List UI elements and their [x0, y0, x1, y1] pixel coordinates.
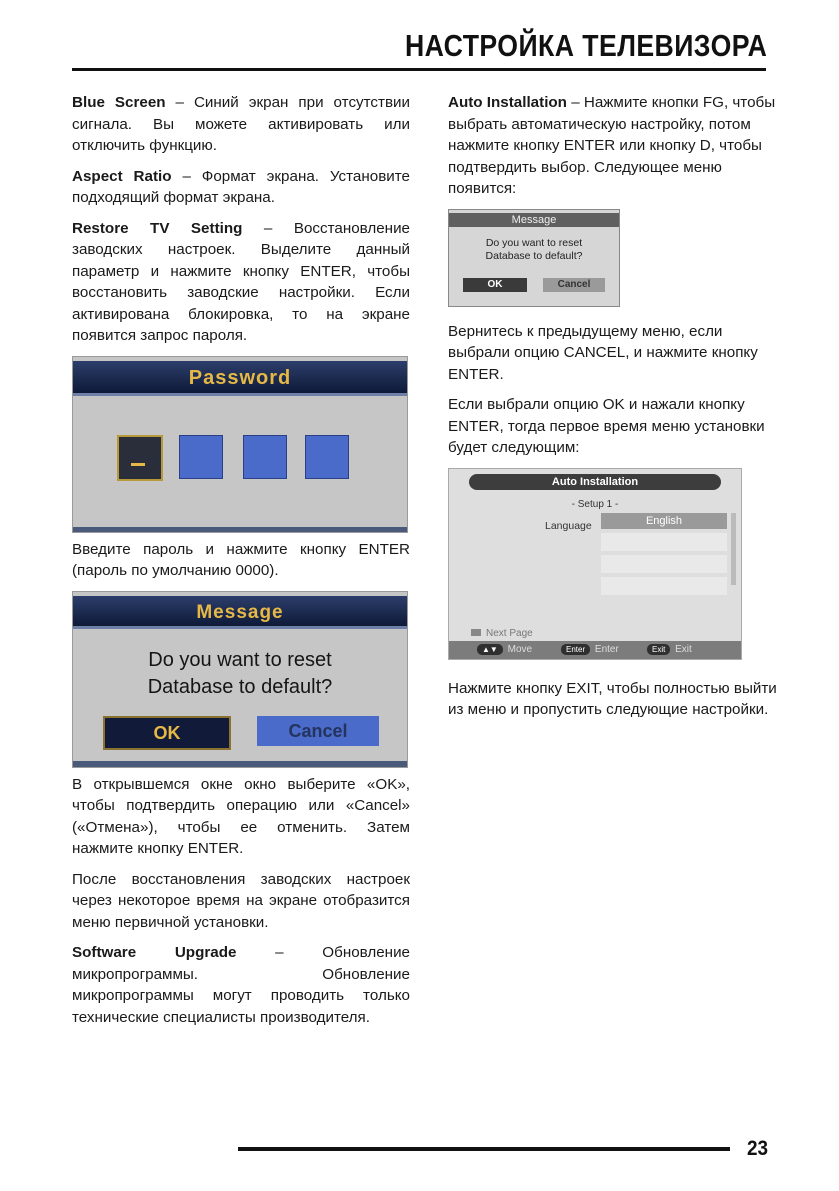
- password-paragraph: Введите пароль и нажмите кнопку ENTER (пароль по умолчанию 0000).: [72, 540, 410, 579]
- message-line-1: Do you want to reset: [148, 648, 332, 671]
- password-digit-4[interactable]: [305, 435, 349, 479]
- key-hint-bar: [449, 641, 741, 659]
- menu-row[interactable]: [601, 555, 727, 573]
- blue-screen-text: – Синий экран при отсутствии сигнала. Вы можете активировать или отключить функцию.: [72, 94, 410, 154]
- screen-bottom-bar: [73, 761, 407, 767]
- page-title: НАСТРОЙКА ТЕЛЕВИЗОРА: [404, 28, 767, 63]
- auto-installation-paragraph: [448, 92, 778, 200]
- ok-paragraph: Если выбрали опцию OK и нажали кнопку ENTER, тогда первое время меню установки будет следующим:: [448, 396, 765, 456]
- left-column: [72, 92, 410, 1037]
- blue-screen-paragraph: [72, 92, 410, 157]
- message-question: [73, 647, 407, 701]
- scrollbar[interactable]: [731, 513, 736, 585]
- move-hint: [477, 641, 532, 659]
- message-title: Message: [73, 596, 407, 629]
- small-message-title: Message: [449, 213, 619, 227]
- software-text: – Обновление микропрограммы. Обновление микропрограммы могут проводить только технические специалисты производителя.: [72, 944, 410, 1026]
- screen-bottom-bar: [73, 527, 407, 532]
- message-screen: [72, 591, 408, 768]
- aspect-ratio-text: – Формат экрана. Установите подходящий формат экрана.: [72, 167, 410, 206]
- next-page-icon: [471, 629, 481, 636]
- exit-hint: [647, 641, 692, 659]
- right-column: [448, 92, 778, 730]
- after-message-paragraph: В открывшемся окне окно выберите «OK», чтобы подтвердить операцию или «Cancel» («Отмена»), чтобы ее отменить. Затем нажмите кнопку ENTER.: [72, 775, 410, 857]
- cancel-button[interactable]: Cancel: [257, 716, 379, 746]
- small-message-screen: [448, 209, 620, 307]
- aspect-ratio-term: Aspect Ratio: [72, 167, 172, 185]
- small-message-line-1: Do you want to reset: [485, 236, 583, 249]
- menu-row[interactable]: [601, 533, 727, 551]
- software-paragraph: [72, 942, 410, 1028]
- up-down-arrows-icon: ▲▼: [477, 644, 503, 655]
- restore-text: – Восстановление заводских настроек. Выделите данный параметр и нажмите кнопку ENTER, чтобы восстановить заводские настройки. Если активирована блокировка, то на экране появится запрос пароля.: [72, 219, 410, 344]
- move-label: Move: [507, 643, 533, 655]
- menu-row[interactable]: [601, 577, 727, 595]
- language-value[interactable]: English: [601, 513, 727, 529]
- page-number: 23: [747, 1137, 769, 1160]
- next-page-label: Next Page: [486, 627, 533, 639]
- auto-installation-title: Auto Installation: [469, 474, 721, 490]
- blue-screen-term: Blue Screen: [72, 94, 166, 111]
- bottom-rule: [238, 1147, 730, 1151]
- language-label: Language: [545, 519, 592, 532]
- small-ok-button[interactable]: OK: [463, 278, 527, 292]
- setup-label: - Setup 1 -: [571, 498, 619, 510]
- enter-key-icon: Enter: [561, 644, 590, 655]
- top-rule: [72, 68, 766, 71]
- enter-hint: [561, 641, 619, 659]
- password-digit-3[interactable]: [243, 435, 287, 479]
- auto-installation-term: Auto Installation: [448, 94, 567, 111]
- exit-paragraph: Нажмите кнопку EXIT, чтобы полностью выйти из меню и пропустить следующие настройки.: [448, 679, 777, 718]
- password-digit-2[interactable]: [179, 435, 223, 479]
- password-screen: [72, 356, 408, 533]
- aspect-ratio-paragraph: [72, 166, 410, 209]
- enter-label: Enter: [594, 643, 619, 655]
- exit-key-icon: Exit: [647, 644, 670, 655]
- auto-installation-text: – Нажмите кнопки FG, чтобы выбрать автоматическую настройку, потом нажмите кнопку ENTER или кнопку D, чтобы подтвердить выбор. Следующее меню появится:: [448, 94, 776, 197]
- ok-button[interactable]: OK: [103, 716, 231, 750]
- password-title: Password: [73, 361, 407, 396]
- restore-term: Restore TV Setting: [72, 219, 243, 237]
- message-line-2: Database to default?: [147, 675, 333, 698]
- return-paragraph: Вернитесь к предыдущему меню, если выбрали опцию CANCEL, и нажмите кнопку ENTER.: [448, 322, 758, 383]
- software-term: Software Upgrade: [72, 944, 237, 961]
- password-digit-1[interactable]: [117, 435, 163, 481]
- small-message-question: [449, 237, 619, 263]
- after-restore-paragraph: После восстановления заводских настроек через некоторое время на экране отобразится меню первичной установки.: [72, 870, 410, 931]
- restore-paragraph: [72, 218, 410, 347]
- small-message-line-2: Database to default?: [485, 249, 583, 262]
- small-cancel-button[interactable]: Cancel: [543, 278, 605, 292]
- auto-installation-screen: [448, 468, 742, 660]
- exit-label: Exit: [675, 643, 692, 655]
